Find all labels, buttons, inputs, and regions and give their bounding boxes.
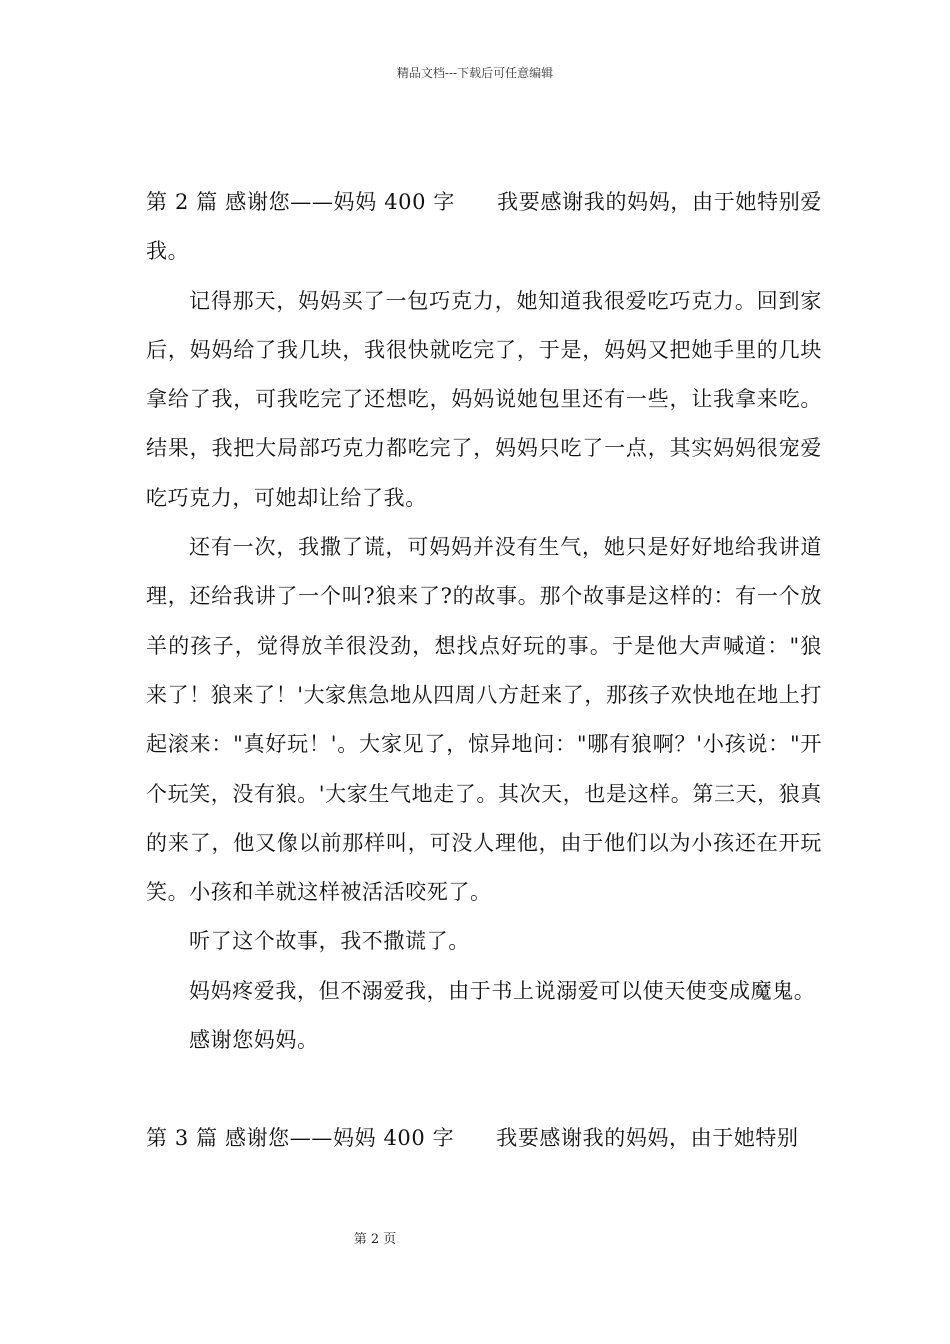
article-2-paragraph-3: 听了这个故事，我不撒谎了。 xyxy=(189,929,470,954)
article-2-heading: 第 2 篇 感谢您——妈妈 400 字 xyxy=(146,190,456,214)
article-3-opening: 我要感谢我的妈妈，由于她特别 xyxy=(496,1126,799,1151)
article-separator xyxy=(146,1065,822,1114)
article-2-paragraph-1: 记得那天，妈妈买了一包巧克力，她知道我很爱吃巧克力。回到家后，妈妈给了我几块，我很快就吃完了，于是，妈妈又把她手里的几块拿给了我，可我吃完了还想吃，妈妈说她包里还有一些，让我拿来吃。结果，我把大局部巧克力都吃完了，妈妈只吃了一点，其实妈妈很宠爱吃巧克力，可她却让给了我。 xyxy=(146,288,822,510)
article-2-paragraph-5: 感谢您妈妈。 xyxy=(189,1028,319,1053)
header-note: 精品文档---下载后可任意编辑 xyxy=(396,66,554,80)
article-2-paragraph-4: 妈妈疼爱我，但不溺爱我，由于书上说溺爱可以使天使变成魔鬼。 xyxy=(189,978,816,1003)
article-3-heading-line xyxy=(146,1114,822,1163)
article-2-opening: 我要感谢我的妈妈，由于她特别爱我。 xyxy=(146,190,822,264)
article-3-heading: 第 3 篇 感谢您——妈妈 400 字 xyxy=(146,1126,455,1151)
article-2-paragraph-2: 还有一次，我撒了谎，可妈妈并没有生气，她只是好好地给我讲道理，还给我讲了一个叫?狼来了?的故事。那个故事是这样的：有一个放羊的孩子，觉得放羊很没劲，想找点好玩的事。于是他大声喊道："狼来了！狼来了！'大家焦急地从四周八方赶来了，那孩子欢快地在地上打起滚来："真好玩！'。大家见了，惊异地问："哪有狼啊？'小孩说："开个玩笑，没有狼。'大家生气地走了。其次天，也是这样。第三天，狼真的来了，他又像以前那样叫，可没人理他，由于他们以为小孩还在开玩笑。小孩和羊就这样被活活咬死了。 xyxy=(146,535,822,905)
page-number: 第 2 页 xyxy=(353,1232,397,1247)
article-2-heading-line xyxy=(146,178,822,277)
document-body xyxy=(146,178,822,1164)
